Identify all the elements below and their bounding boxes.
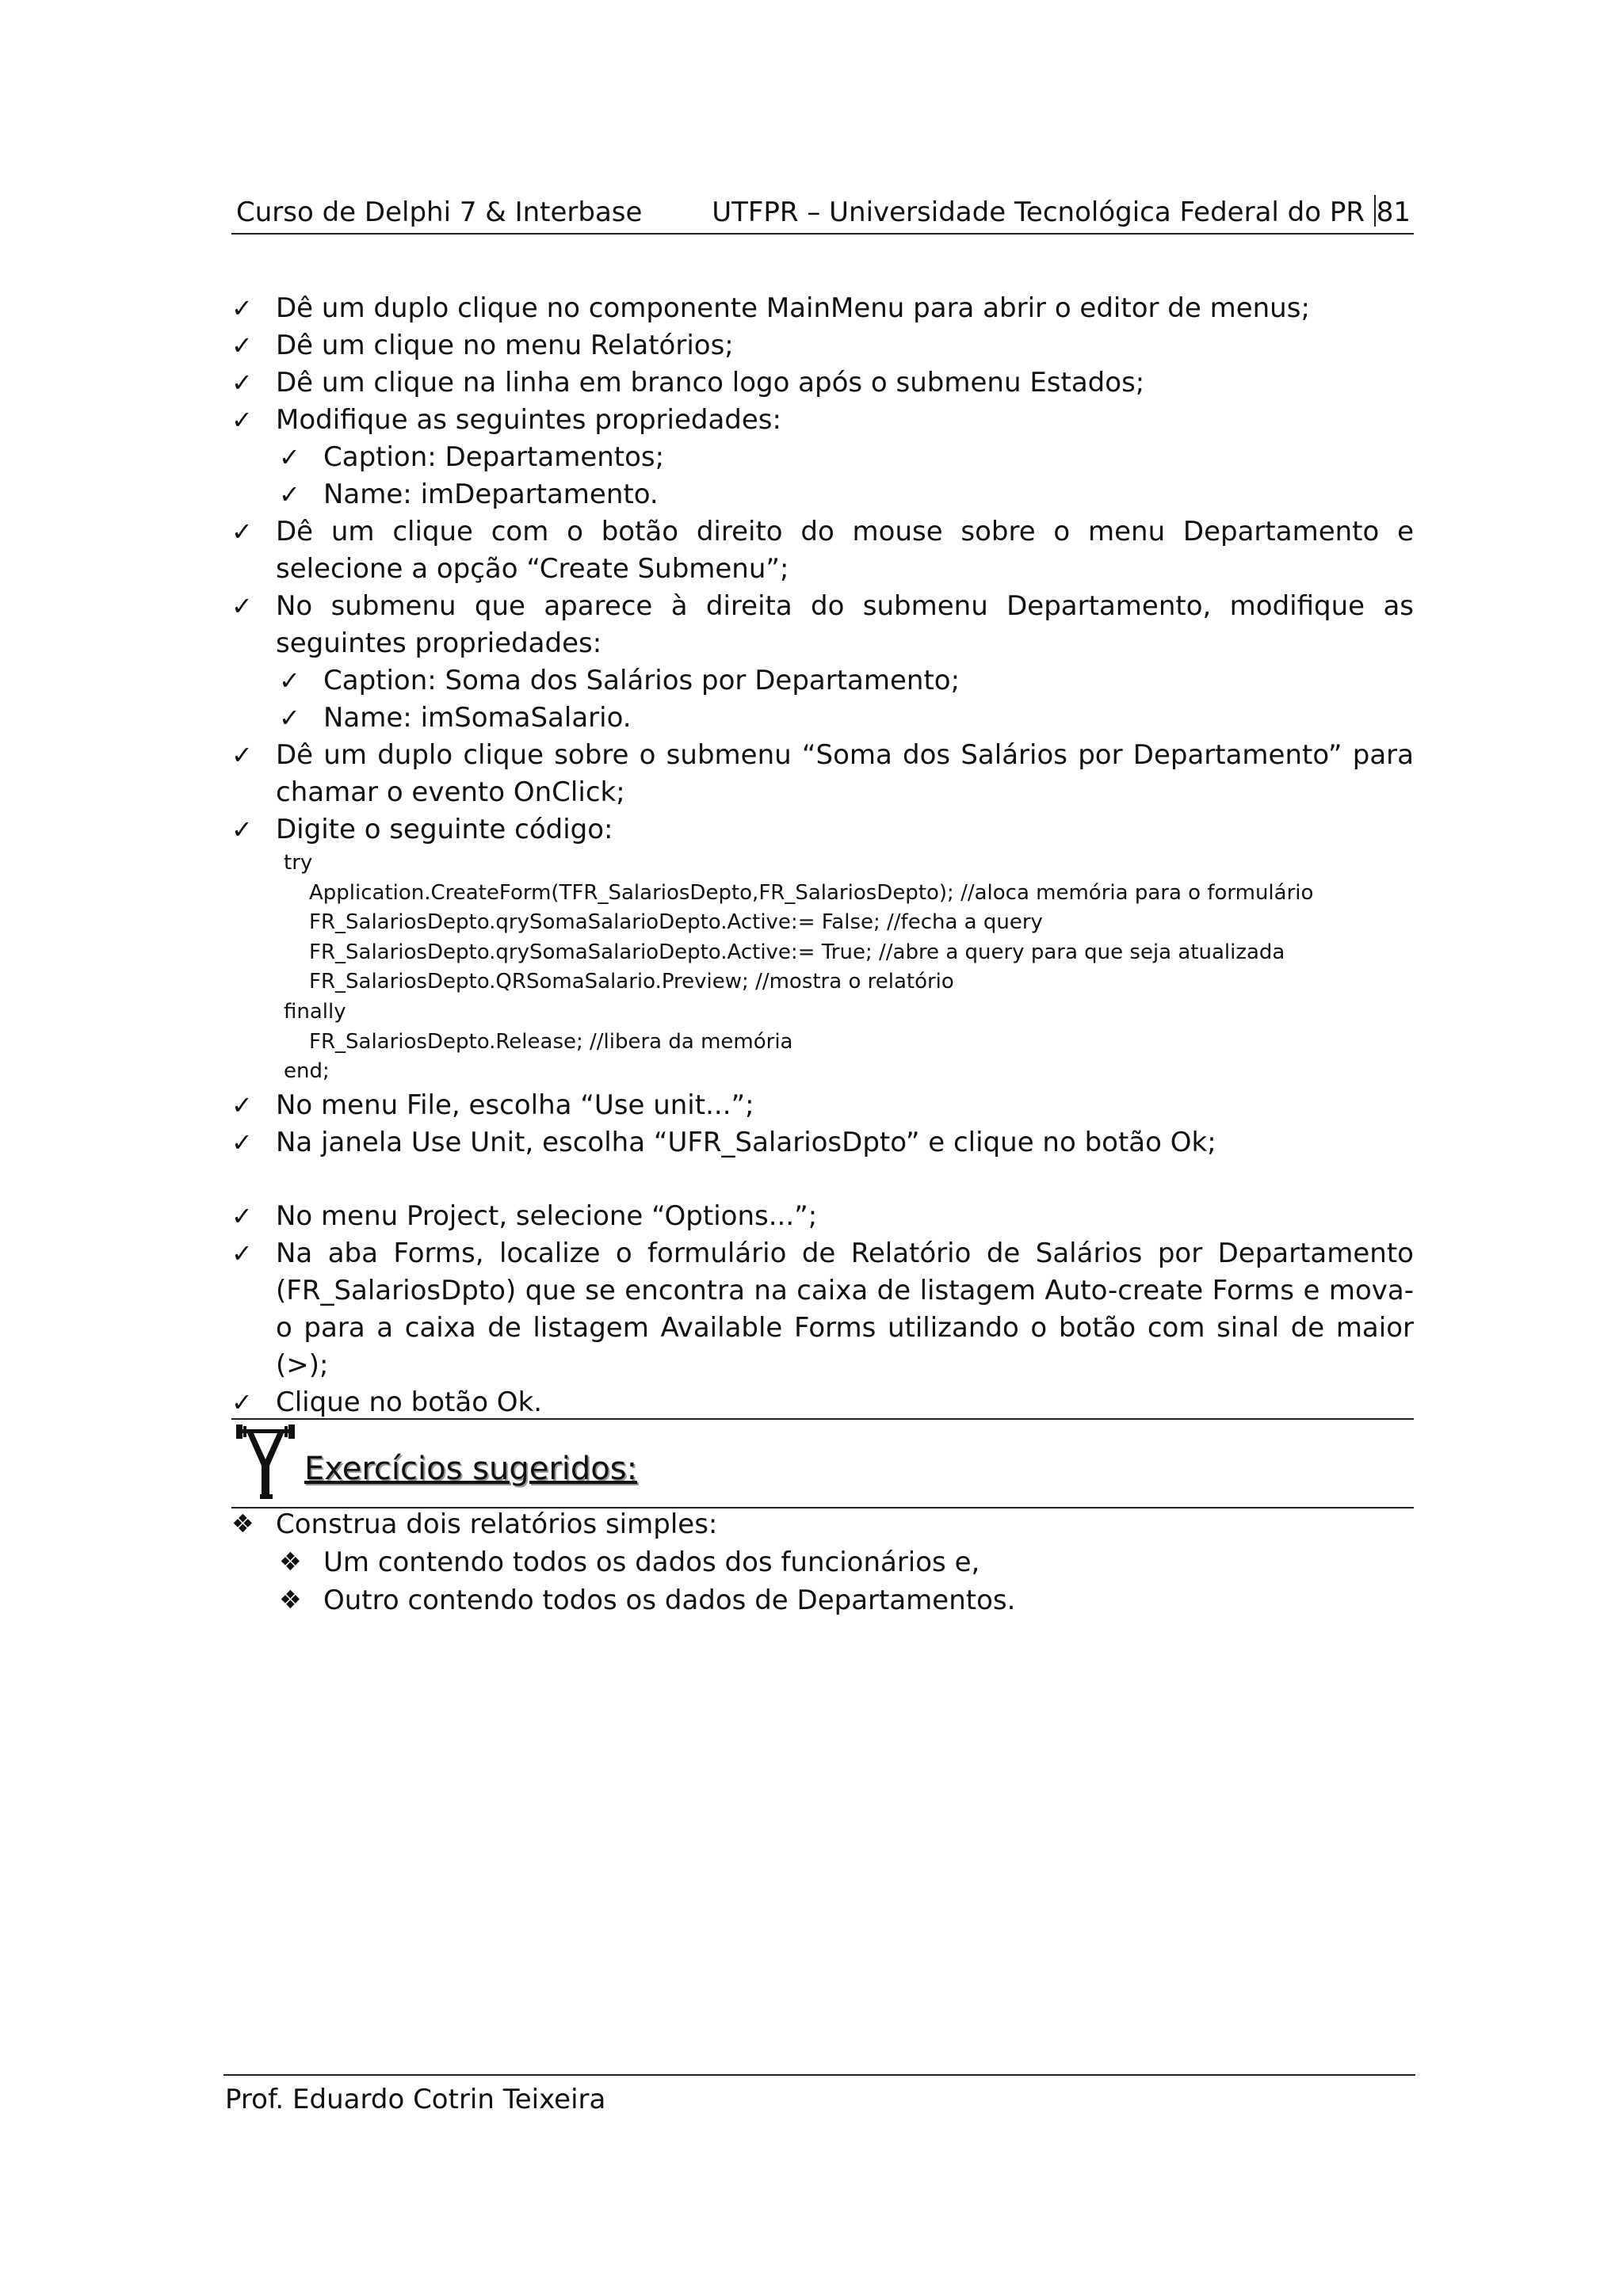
list-item-text: Dê um clique com o botão direito do mouse sobre o menu Departamento e selecione a opção “Create Submenu”; bbox=[276, 516, 1414, 585]
header-divider bbox=[1374, 195, 1376, 227]
list-item bbox=[231, 1581, 1414, 1619]
list-item-text: Name: imSomaSalario. bbox=[323, 702, 632, 734]
steps-after-code-list bbox=[231, 1087, 1414, 1161]
list-item bbox=[231, 1543, 1414, 1581]
list-item bbox=[231, 1124, 1414, 1161]
diamond-bullet-icon: ❖ bbox=[279, 1547, 302, 1577]
list-item-text: Caption: Departamentos; bbox=[323, 441, 665, 473]
blank-line bbox=[231, 1161, 1414, 1198]
code-line: FR_SalariosDepto.qrySomaSalarioDepto.Active:= False; //fecha a query bbox=[309, 910, 1043, 935]
checkmark-icon: ✓ bbox=[231, 330, 253, 360]
list-item bbox=[231, 811, 1414, 849]
checkmark-icon: ✓ bbox=[231, 814, 253, 845]
list-item bbox=[231, 364, 1414, 402]
instructions bbox=[231, 290, 1414, 1421]
checkmark-icon: ✓ bbox=[231, 1127, 253, 1158]
checkmark-icon: ✓ bbox=[279, 479, 300, 509]
list-item-text: Name: imDepartamento. bbox=[323, 479, 659, 510]
list-item-text: Na janela Use Unit, escolha “UFR_SalariosDpto” e clique no botão Ok; bbox=[276, 1126, 1216, 1158]
code-line: end; bbox=[284, 1059, 330, 1084]
course-title: Curso de Delphi 7 & Interbase bbox=[236, 196, 643, 228]
list-item bbox=[231, 476, 1414, 513]
list-item-text: Dê um duplo clique sobre o submenu “Soma dos Salários por Departamento” para chamar o evento OnClick; bbox=[276, 739, 1414, 808]
code-line: finally bbox=[284, 999, 346, 1024]
list-item-text: No submenu que aparece à direita do submenu Departamento, modifique as seguintes propriedades: bbox=[276, 590, 1414, 659]
checkmark-icon: ✓ bbox=[231, 1238, 253, 1268]
list-item bbox=[231, 662, 1414, 700]
checkmark-icon: ✓ bbox=[231, 740, 253, 770]
list-item-text: Modifique as seguintes propriedades: bbox=[276, 404, 781, 436]
checkmark-icon: ✓ bbox=[231, 405, 253, 435]
code-line: FR_SalariosDepto.Release; //libera da memória bbox=[309, 1029, 793, 1054]
checkmark-icon: ✓ bbox=[279, 442, 300, 472]
list-item bbox=[231, 737, 1414, 811]
diamond-bullet-icon: ❖ bbox=[279, 1585, 302, 1615]
list-item-text: No menu Project, selecione “Options...”; bbox=[276, 1199, 818, 1232]
list-item-text: Clique no botão Ok. bbox=[276, 1386, 543, 1418]
weightlifter-icon bbox=[236, 1425, 295, 1501]
steps-list bbox=[231, 290, 1414, 849]
checkmark-icon: ✓ bbox=[231, 1386, 253, 1417]
steps-final-list bbox=[231, 1198, 1414, 1421]
page-footer bbox=[223, 2074, 1415, 2123]
list-item bbox=[231, 588, 1414, 662]
checkmark-icon: ✓ bbox=[231, 517, 253, 547]
list-item bbox=[231, 1198, 1414, 1235]
checkmark-icon: ✓ bbox=[231, 591, 253, 621]
page-header bbox=[231, 192, 1414, 235]
list-item-text: Um contendo todos os dados dos funcionários e, bbox=[323, 1547, 980, 1578]
list-item-text: Caption: Soma dos Salários por Departamento; bbox=[323, 665, 960, 696]
list-item-text: Construa dois relatórios simples: bbox=[276, 1508, 718, 1540]
checkmark-icon: ✓ bbox=[279, 666, 300, 696]
list-item bbox=[231, 439, 1414, 476]
list-item bbox=[231, 700, 1414, 737]
list-item bbox=[231, 290, 1414, 327]
code-line: try bbox=[284, 851, 313, 875]
section-title: Exercícios sugeridos: bbox=[304, 1451, 638, 1487]
list-item-text: Dê um clique na linha em branco logo após o submenu Estados; bbox=[276, 367, 1145, 399]
code-line: FR_SalariosDepto.qrySomaSalarioDepto.Active:= True; //abre a query para que seja atualizada bbox=[309, 940, 1285, 964]
list-item bbox=[231, 327, 1414, 364]
list-item bbox=[231, 1505, 1414, 1543]
checkmark-icon: ✓ bbox=[231, 1200, 253, 1231]
list-item-text: No menu File, escolha “Use unit...”; bbox=[276, 1089, 754, 1121]
list-item bbox=[231, 513, 1414, 588]
page-number: 81 bbox=[1376, 196, 1411, 228]
checkmark-icon: ✓ bbox=[231, 368, 253, 398]
exercises-list bbox=[231, 1505, 1414, 1619]
list-item-text: Digite o seguinte código: bbox=[276, 814, 613, 845]
code-block bbox=[231, 849, 1414, 1087]
list-item-text: Dê um duplo clique no componente MainMenu para abrir o editor de menus; bbox=[276, 292, 1310, 324]
list-item-text: Outro contendo todos os dados de Departamentos. bbox=[323, 1585, 1016, 1616]
code-line: FR_SalariosDepto.QRSomaSalario.Preview; //mostra o relatório bbox=[309, 970, 954, 994]
list-item-text: Na aba Forms, localize o formulário de Relatório de Salários por Departamento (FR_SalariosDpto) que se encontra na caixa de listagem Auto-create Forms e mova-o para a caixa de listagem Available Forms utilizando o botão com sinal de maior (>); bbox=[276, 1237, 1414, 1381]
diamond-bullet-icon: ❖ bbox=[231, 1508, 254, 1539]
list-item bbox=[231, 1384, 1414, 1421]
list-item bbox=[231, 1087, 1414, 1124]
code-line: Application.CreateForm(TFR_SalariosDepto,FR_SalariosDepto); //aloca memória para o formulário bbox=[309, 880, 1314, 905]
checkmark-icon: ✓ bbox=[231, 293, 253, 323]
list-item bbox=[231, 402, 1414, 439]
author-name: Prof. Eduardo Cotrin Teixeira bbox=[225, 2084, 606, 2115]
checkmark-icon: ✓ bbox=[279, 703, 300, 733]
exercises-section-header bbox=[231, 1418, 1414, 1508]
institution-name: UTFPR – Universidade Tecnológica Federal do PR bbox=[712, 196, 1365, 228]
list-item-text: Dê um clique no menu Relatórios; bbox=[276, 330, 734, 361]
checkmark-icon: ✓ bbox=[231, 1089, 253, 1120]
list-item bbox=[231, 1235, 1414, 1384]
